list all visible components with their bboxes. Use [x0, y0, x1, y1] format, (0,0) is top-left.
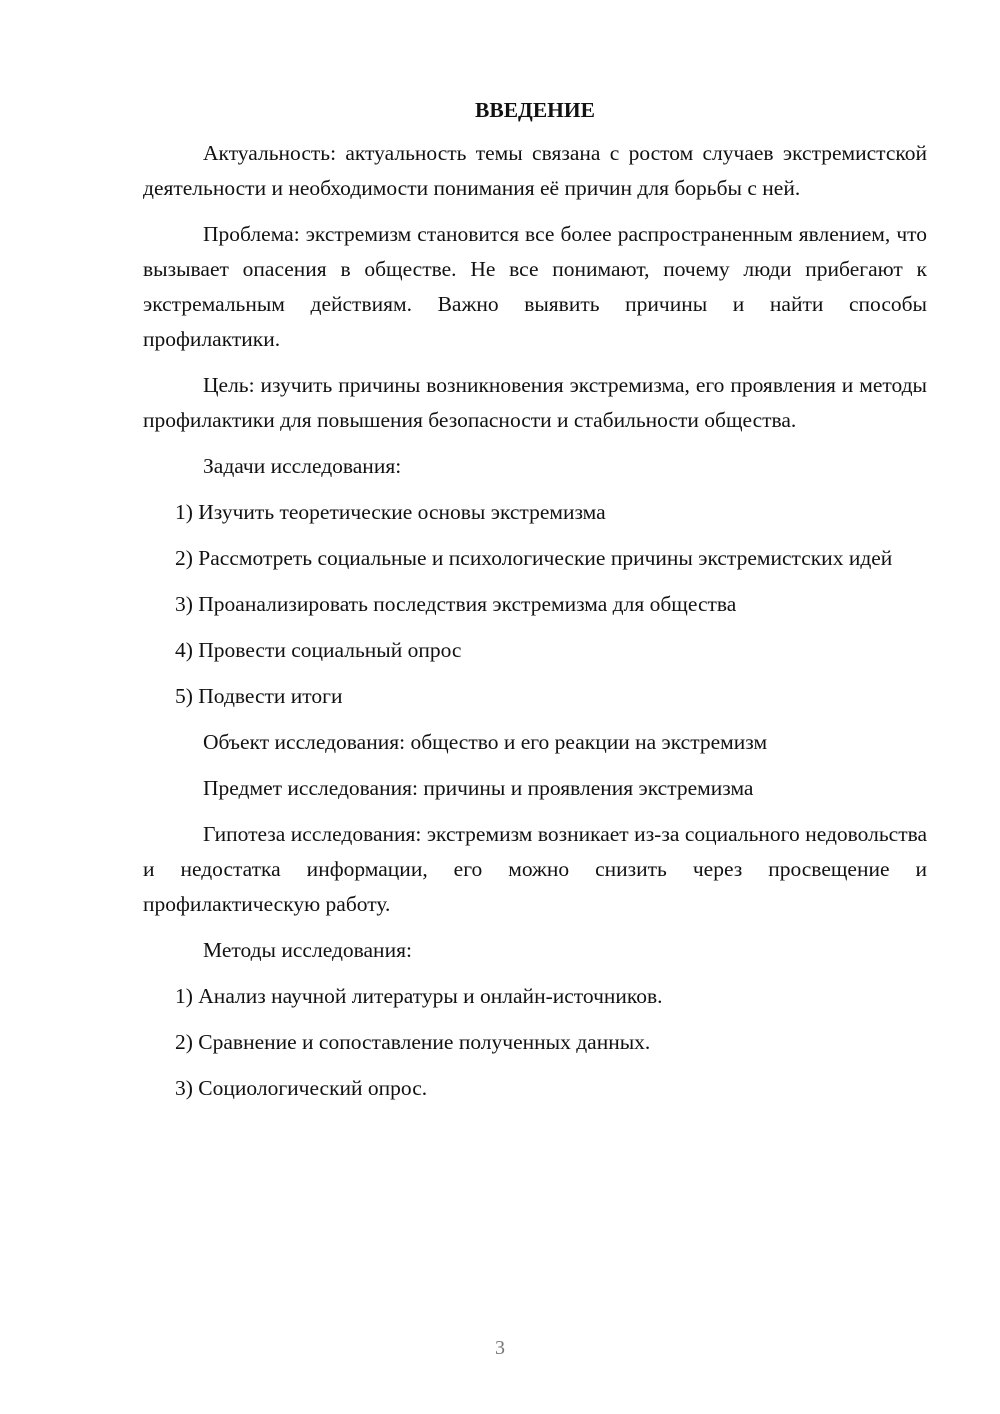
paragraph-relevance: Актуальность: актуальность темы связана с ростом случаев экстремистской деятельности и необходимости понимания её причин для борьбы с ней.: [143, 141, 927, 200]
task-item-3: 3) Проанализировать последствия экстремизма для общества: [175, 592, 737, 616]
tasks-heading: Задачи исследования:: [203, 454, 402, 478]
page-content: [143, 93, 927, 1117]
section-title: ВВЕДЕНИЕ: [475, 98, 595, 122]
paragraph-subject: Предмет исследования: причины и проявления экстремизма: [203, 776, 754, 800]
task-item-5: 5) Подвести итоги: [175, 684, 343, 708]
method-item-1: 1) Анализ научной литературы и онлайн-источников.: [175, 984, 663, 1008]
paragraph-object: Объект исследования: общество и его реакции на экстремизм: [203, 730, 768, 754]
page-number: 3: [495, 1337, 505, 1359]
task-item-2: 2) Рассмотреть социальные и психологические причины экстремистских идей: [175, 546, 893, 570]
method-item-3: 3) Социологический опрос.: [175, 1076, 428, 1100]
method-item-2: 2) Сравнение и сопоставление полученных данных.: [175, 1030, 651, 1054]
paragraph-hypothesis: Гипотеза исследования: экстремизм возникает из-за социального недовольства и недостатка информации, его можно снизить через просвещение и профилактическую работу.: [143, 822, 927, 916]
task-item-4: 4) Провести социальный опрос: [175, 638, 462, 662]
methods-heading: Методы исследования:: [203, 938, 412, 962]
task-item-1: 1) Изучить теоретические основы экстремизма: [175, 500, 606, 524]
paragraph-goal: Цель: изучить причины возникновения экстремизма, его проявления и методы профилактики для повышения безопасности и стабильности общества.: [143, 373, 927, 432]
paragraph-problem: Проблема: экстремизм становится все более распространенным явлением, что вызывает опасения в обществе. Не все понимают, почему люди прибегают к экстремальным действиям. Важно выявить причины и найти способы профилактики.: [143, 222, 927, 351]
